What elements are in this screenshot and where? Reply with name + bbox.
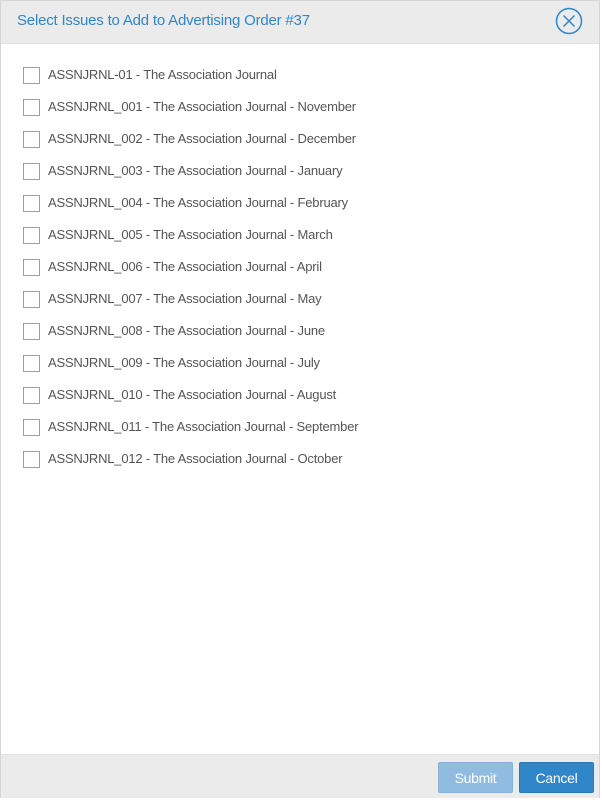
- issue-label: ASSNJRNL_005 - The Association Journal - March: [48, 227, 333, 242]
- issue-checkbox[interactable]: [23, 387, 40, 404]
- issue-checkbox[interactable]: [23, 451, 40, 468]
- issue-checkbox[interactable]: [23, 99, 40, 116]
- issue-checkbox[interactable]: [23, 355, 40, 372]
- issue-label: ASSNJRNL_008 - The Association Journal - June: [48, 323, 325, 338]
- issue-list-item[interactable]: [23, 257, 358, 289]
- issue-list-item[interactable]: [23, 353, 358, 385]
- issue-list-item[interactable]: [23, 161, 358, 193]
- dialog-header: [1, 1, 599, 44]
- submit-button[interactable]: Submit: [438, 762, 513, 793]
- issue-label: ASSNJRNL_011 - The Association Journal - September: [48, 419, 359, 434]
- issue-checkbox[interactable]: [23, 323, 40, 340]
- issue-checkbox[interactable]: [23, 163, 40, 180]
- issue-list-item[interactable]: [23, 321, 358, 353]
- close-circle-icon: [555, 7, 583, 35]
- issue-checkbox[interactable]: [23, 131, 40, 148]
- issue-checkbox[interactable]: [23, 259, 40, 276]
- close-button[interactable]: [555, 7, 583, 35]
- issue-checkbox[interactable]: [23, 419, 40, 436]
- issue-list-item[interactable]: [23, 129, 358, 161]
- issue-list-item[interactable]: [23, 289, 358, 321]
- issue-label: ASSNJRNL_001 - The Association Journal - November: [48, 99, 356, 114]
- issue-checkbox[interactable]: [23, 291, 40, 308]
- issue-list-item[interactable]: [23, 193, 358, 225]
- issue-list-item[interactable]: [23, 417, 358, 449]
- issue-checkbox[interactable]: [23, 67, 40, 84]
- issue-label: ASSNJRNL_002 - The Association Journal - December: [48, 131, 356, 146]
- issue-checkbox[interactable]: [23, 195, 40, 212]
- issue-label: ASSNJRNL_003 - The Association Journal - January: [48, 163, 343, 178]
- dialog-title: Select Issues to Add to Advertising Order #37: [17, 12, 310, 29]
- issue-label: ASSNJRNL_012 - The Association Journal - October: [48, 451, 343, 466]
- issue-label: ASSNJRNL_007 - The Association Journal - May: [48, 291, 322, 306]
- issue-list-item[interactable]: [23, 65, 358, 97]
- issue-label: ASSNJRNL-01 - The Association Journal: [48, 67, 277, 82]
- issue-label: ASSNJRNL_006 - The Association Journal - April: [48, 259, 322, 274]
- dialog-footer: [1, 754, 599, 798]
- issue-list-item[interactable]: [23, 449, 358, 481]
- issue-label: ASSNJRNL_010 - The Association Journal - August: [48, 387, 337, 402]
- issue-checkbox[interactable]: [23, 227, 40, 244]
- cancel-button[interactable]: Cancel: [519, 762, 594, 793]
- issue-label: ASSNJRNL_009 - The Association Journal - July: [48, 355, 320, 370]
- issue-list: [23, 65, 358, 481]
- issue-list-item[interactable]: [23, 225, 358, 257]
- issue-list-item[interactable]: [23, 97, 358, 129]
- issue-label: ASSNJRNL_004 - The Association Journal - February: [48, 195, 348, 210]
- issue-list-item[interactable]: [23, 385, 358, 417]
